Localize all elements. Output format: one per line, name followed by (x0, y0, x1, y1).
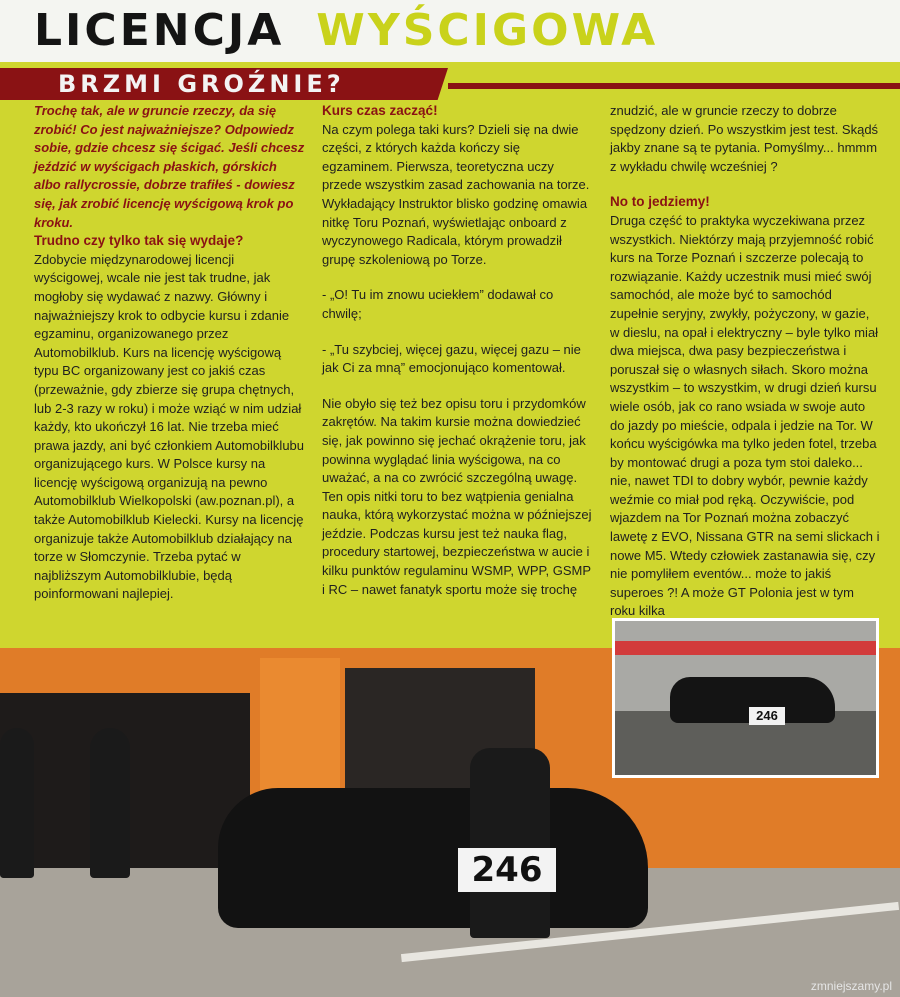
section-heading-1: Trudno czy tylko tak się wydaje? (34, 233, 244, 249)
column-2 (322, 102, 594, 599)
column-1 (34, 102, 306, 604)
column-2-paragraph-2: Nie obyło się też bez opisu toru i przydomków zakrętów. Na takim kursie można dowiedzieć się, jak powinno się jechać okrążenie toru, jak powinna wyglądać linia wyścigowa, na co uważać, a na co zwrócić szczególną uwagę. Ten opis nitki toru to bez wątpienia genialna nauka, którą wykorzystać można w późniejszej jeździe. Podczas kursu jest też nauka flag, procedury startowej, bezpieczeństwa w aucie i kilku punktów regulaminu WSMP, WPP, GSMP i RC – nawet fanatyk sportu może się trochę (322, 395, 592, 597)
photo-person-3 (470, 748, 550, 938)
inset-photo (612, 618, 879, 778)
lead-paragraph: Trochę tak, ale w gruncie rzeczy, da się zrobić! Co jest najważniejsze? Odpowiedz sobie, gdzie chcesz się ścigać. Jeśli chcesz jeździć w wyścigach płaskich, górskich albo rallycrossie, dobrze trafiłeś - dowiesz się, jak zrobić licencję wyścigową krok po kroku. (34, 103, 305, 230)
inset-car-number: 246 (749, 707, 785, 725)
subtitle-rule (448, 83, 900, 89)
page-title (34, 6, 658, 56)
photo-person-2 (90, 728, 130, 878)
title-word-2: WYŚCIGOWA (316, 5, 659, 56)
photo-car-number: 246 (458, 848, 556, 892)
column-2-quote-2: - „Tu szybciej, więcej gazu, więcej gazu – nie jak Ci za mną” emocjonująco komentował. (322, 341, 581, 376)
photo-person-1 (0, 728, 34, 878)
title-word-1: LICENCJA (34, 5, 285, 56)
column-3 (610, 102, 880, 621)
column-3-paragraph-2: Druga część to praktyka wyczekiwana przez wszystkich. Niektórzy mają przyjemność robić kurs na Torze Poznań i szczerze polecają to rozwiązanie. Każdy uczestnik musi mieć swój samochód, ale może być to samochód zupełnie seryjny, zwykły, pożyczony, w gazie, w dieslu, na opał i elektryczny – byle tylko miał dwa miejsca, dwa pasy bezpieczeństwa i poruszał się o własnych siłach. Skoro można wszystkim – to wszystkim, w drugi dzień kursu wiele osób, jak co rano wsiada w swoje auto do jazdy po mieście, odpala i jedzie na Tor. W końcu wyścigówka ma tylko jeden fotel, trzeba by montować drugi a poza tym stoi daleko... nie, nawet TDI to dobry wybór, pewnie każdy weźmie co miał pod ręką. Oczywiście, pod wjazdem na Tor Poznań można zobaczyć lawetę z EVO, Nissana GTR na semi slickach i nowe M5. Wtedy człowiek zastanawia się, czy nie pomyliłem eventów... może to jakiś superoes ?! A może GT Polonia jest w tym roku kilka (610, 212, 880, 619)
section-heading-3: No to jedziemy! (610, 194, 710, 210)
column-1-body: Zdobycie międzynarodowej licencji wyścigowej, wcale nie jest tak trudne, jak mogłoby się wydawać z nazwy. Główny i najważniejszy krok to odbycie kursu i zdanie egzaminu, organizowanego przez Automobilklub. Kurs na licencję wyścigową typu BC organizowany jest co jakiś czas (przeważnie, gdy zbierze się grupa chętnych, lub 2-3 razy w roku) i może wziąć w nim udział każdy, kto ukończył 16 lat. Nie trzeba mieć prawa jazdy, ani być członkiem Automobilklubu organizującego kurs. W Polsce kursy na licencję wyścigową organizują na pewno Automobilklub Wielkopolski (aw.poznan.pl), a także Automobilklub Kielecki. Kursy na licencję organizuje także Automobilklub działający na torze w Słomczynie. Trzeba pytać w najbliższym Automobilklubie, będą poinformowani najlepiej. (34, 251, 305, 602)
watermark: zmniejszamy.pl (810, 979, 892, 993)
column-2-quote-1: - „O! Tu im znowu uciekłem” dodawał co chwilę; (322, 287, 554, 321)
column-2-paragraph-1: Na czym polega taki kurs? Dzieli się na dwie części, z których każda kończy się egzaminem. Pierwsza, teoretyczna uczy przede wszystkim zasad zachowania na torze. Wykładający Instruktor blisko godzinę omawia nitkę Toru Poznań, wyświetlając onboard z wyczynowego Radicala, którym prowadził grupę szkoleniową po Torze. (322, 121, 590, 267)
inset-barrier (615, 641, 879, 655)
column-3-paragraph-1: znudzić, ale w gruncie rzeczy to dobrze spędzony dzień. Po wszystkim jest test. Skądś jakby znane są te pytania. Pomyślmy... hmmm z wykładu chwilę wcześniej ? (610, 103, 879, 174)
section-heading-2: Kurs czas zacząć! (322, 103, 438, 118)
photo-car (218, 788, 648, 928)
subtitle: BRZMI GROŹNIE? (58, 70, 345, 98)
